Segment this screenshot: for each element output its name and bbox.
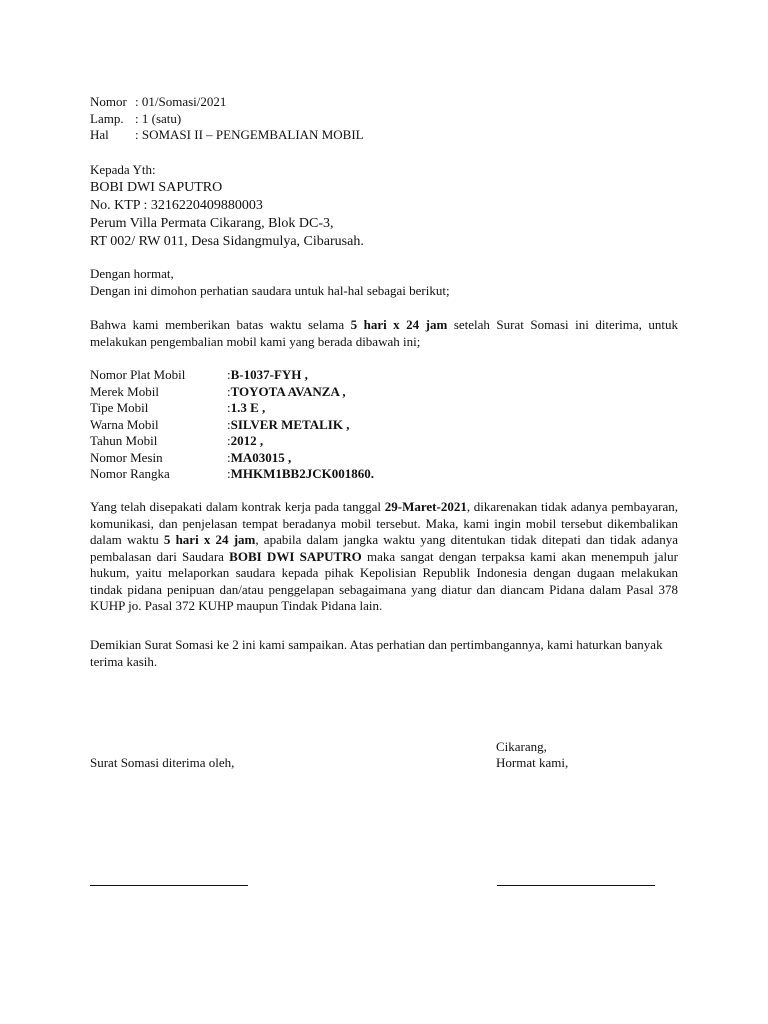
vehicle-sep: : [227,400,231,415]
header-row-nomor [90,94,678,111]
vehicle-details [90,367,678,483]
vehicle-row [90,417,678,434]
vehicle-label: Nomor Mesin [90,449,163,465]
header-label: Nomor [90,94,127,109]
text-run: , dikarenakan tidak adanya pembayaran, komunikasi, dan penjelasan tempat beradanya mobil tersebut. Maka, kami ingin mobil tersebut dikembalikan dalam waktu [90,499,678,547]
header-row-hal [90,127,678,144]
vehicle-row [90,400,678,417]
header-value: : 01/Somasi/2021 [135,94,227,109]
letter-header [90,94,678,144]
signature-line-recipient [90,885,248,886]
vehicle-value: 1.3 E , [230,400,266,415]
vehicle-row [90,384,678,401]
vehicle-value: MA03015 , [230,449,292,465]
vehicle-label: Nomor Rangka [90,466,170,481]
vehicle-value: MHKM1BB2JCK001860. [230,466,374,481]
header-label: Hal [90,127,109,142]
vehicle-label: Merek Mobil [90,383,159,399]
text-run: maka sangat dengan terpaksa kami akan menempuh jalur hukum, yaitu melaporkan saudara kepada pihak Kepolisian Republik Indonesia dengan dugaan melakukan tindak pidana penipuan dan/atau penggelapan sebagaimana yang diatur dan diancam Pidana dalam Pasal 378 KUHP jo. Pasal 372 KUHP maupun Tindak Pidana lain. [90,548,678,613]
sender-regards: Hormat kami, [496,755,569,770]
recipient-ktp: No. KTP : 3216220409880003 [90,197,263,213]
recipient-greeting: Kepada Yth: [90,162,156,177]
paragraph-legal-warning [90,499,678,615]
vehicle-value: B-1037-FYH , [230,367,308,382]
vehicle-value: 2012 , [230,433,264,448]
header-label: Lamp. [90,110,124,126]
text-run: setelah Surat Somasi ini diterima, untuk melakukan pengembalian mobil kami yang berada dibawah ini; [90,317,678,349]
vehicle-sep: : [227,433,231,448]
header-value: : SOMASI II – PENGEMBALIAN MOBIL [135,127,364,142]
header-value: : 1 (satu) [135,110,182,126]
paragraph-deadline [90,317,678,350]
contract-date-bold: 29-Maret-2021 [384,499,467,514]
vehicle-row [90,466,678,483]
recipient-name: BOBI DWI SAPUTRO [90,179,223,195]
text-run: , apabila dalam jangka waktu yang ditentukan tidak ditepati dan tidak adanya pembalasan dari Saudara [90,532,678,564]
text-run: Yang telah disepakati dalam kontrak kerja pada tanggal [90,499,385,514]
vehicle-sep: : [227,466,231,481]
vehicle-row [90,433,678,450]
text-run: Bahwa kami memberikan batas waktu selama [90,317,351,332]
vehicle-sep: : [227,449,231,465]
recipient-name-bold: BOBI DWI SAPUTRO [229,548,362,564]
vehicle-sep: : [227,367,231,382]
recipient-address-line1: Perum Villa Permata Cikarang, Blok DC-3, [90,215,334,231]
vehicle-label: Tahun Mobil [90,433,158,448]
vehicle-label: Warna Mobil [90,416,159,432]
closing-paragraph: Demikian Surat Somasi ke 2 ini kami sampaikan. Atas perhatian dan pertimbangannya, kami haturkan banyak terima kasih. [90,637,663,669]
vehicle-row [90,450,678,467]
vehicle-value: SILVER METALIK , [230,416,350,432]
received-by-label: Surat Somasi diterima oleh, [90,755,235,770]
vehicle-sep: : [227,383,231,399]
vehicle-sep: : [227,416,231,432]
vehicle-label: Tipe Mobil [90,400,149,415]
recipient-block [90,162,678,251]
header-row-lamp [90,111,678,128]
recipient-address-line2: RT 002/ RW 011, Desa Sidangmulya, Cibarusah. [90,233,364,249]
deadline-bold: 5 hari x 24 jam [163,532,256,547]
opening-block [90,266,678,299]
signature-line-sender [497,885,655,886]
vehicle-label: Nomor Plat Mobil [90,367,186,382]
sender-place: Cikarang, [496,739,547,754]
vehicle-row [90,367,678,384]
salutation: Dengan hormat, [90,266,174,281]
vehicle-value: TOYOTA AVANZA , [230,383,346,399]
opening-sentence: Dengan ini dimohon perhatian saudara untuk hal-hal sebagai berikut; [90,282,450,298]
deadline-bold: 5 hari x 24 jam [350,317,448,332]
